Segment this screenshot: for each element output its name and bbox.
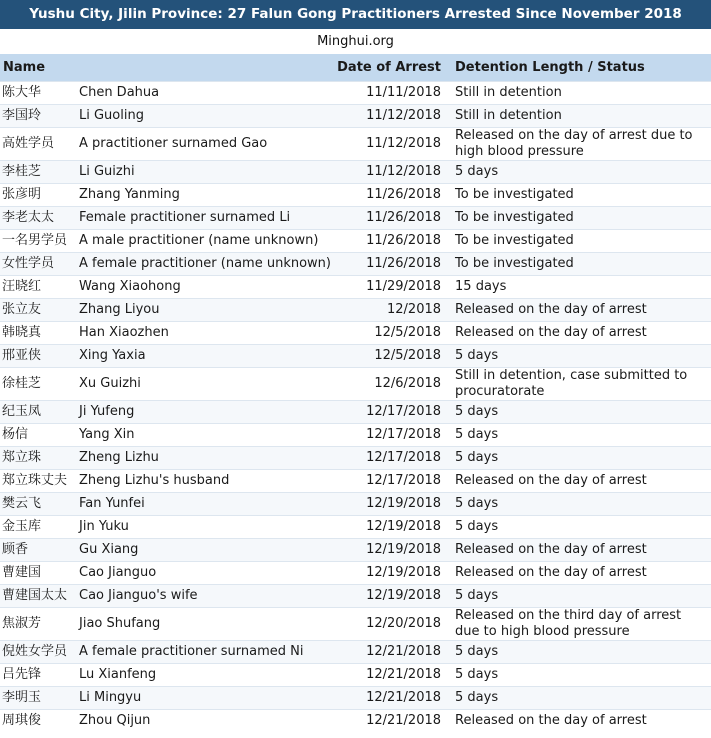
status-cell: Released on the day of arrest: [449, 710, 711, 733]
name-chinese-cell: 汪晓红: [0, 276, 74, 299]
arrest-date-cell: 11/26/2018: [332, 230, 449, 253]
name-english-cell: Cao Jianguo: [74, 562, 332, 585]
arrest-date-cell: 12/17/2018: [332, 424, 449, 447]
name-english-cell: A practitioner surnamed Gao: [74, 128, 332, 161]
status-cell: To be investigated: [449, 230, 711, 253]
name-chinese-cell: 纪玉凤: [0, 401, 74, 424]
arrest-date-cell: 12/19/2018: [332, 493, 449, 516]
table-row: [0, 641, 711, 664]
table-row: [0, 105, 711, 128]
name-english-cell: Cao Jianguo's wife: [74, 585, 332, 608]
name-english-cell: Li Guoling: [74, 105, 332, 128]
table-row: [0, 470, 711, 493]
name-chinese-cell: 杨信: [0, 424, 74, 447]
name-english-cell: Zhou Qijun: [74, 710, 332, 733]
table-row: [0, 664, 711, 687]
name-english-cell: Jin Yuku: [74, 516, 332, 539]
status-cell: 5 days: [449, 664, 711, 687]
name-english-cell: Fan Yunfei: [74, 493, 332, 516]
name-chinese-cell: 郑立珠: [0, 447, 74, 470]
name-chinese-cell: 倪姓女学员: [0, 641, 74, 664]
name-chinese-cell: 李老太太: [0, 207, 74, 230]
status-cell: Still in detention: [449, 82, 711, 105]
source-label: Minghui.org: [317, 34, 394, 49]
name-chinese-cell: 顾香: [0, 539, 74, 562]
name-chinese-cell: 曹建国: [0, 562, 74, 585]
arrest-table: [0, 54, 711, 732]
arrest-date-cell: 12/19/2018: [332, 585, 449, 608]
table-row: [0, 253, 711, 276]
status-cell: Released on the day of arrest: [449, 562, 711, 585]
name-english-cell: Xing Yaxia: [74, 345, 332, 368]
table-row: [0, 424, 711, 447]
name-chinese-cell: 周琪俊: [0, 710, 74, 733]
table-row: [0, 447, 711, 470]
name-chinese-cell: 李明玉: [0, 687, 74, 710]
status-cell: Still in detention: [449, 105, 711, 128]
arrest-date-cell: 11/26/2018: [332, 184, 449, 207]
name-chinese-cell: 女性学员: [0, 253, 74, 276]
table-row: [0, 687, 711, 710]
table-row: [0, 207, 711, 230]
name-chinese-cell: 邢亚侠: [0, 345, 74, 368]
arrest-date-cell: 12/21/2018: [332, 710, 449, 733]
name-chinese-cell: 郑立珠丈夫: [0, 470, 74, 493]
status-cell: Released on the day of arrest: [449, 470, 711, 493]
table-row: [0, 562, 711, 585]
status-cell: 5 days: [449, 401, 711, 424]
name-english-cell: A male practitioner (name unknown): [74, 230, 332, 253]
name-chinese-cell: 樊云飞: [0, 493, 74, 516]
arrest-date-cell: 11/12/2018: [332, 161, 449, 184]
name-chinese-cell: 李桂芝: [0, 161, 74, 184]
header-date: Date of Arrest: [332, 54, 449, 82]
table-row: [0, 161, 711, 184]
table-row: [0, 128, 711, 161]
name-english-cell: Han Xiaozhen: [74, 322, 332, 345]
table-row: [0, 322, 711, 345]
arrest-date-cell: 11/12/2018: [332, 105, 449, 128]
status-cell: 5 days: [449, 687, 711, 710]
name-english-cell: Ji Yufeng: [74, 401, 332, 424]
name-chinese-cell: 焦淑芳: [0, 608, 74, 641]
name-english-cell: Female practitioner surnamed Li: [74, 207, 332, 230]
table-row: [0, 493, 711, 516]
arrest-date-cell: 12/20/2018: [332, 608, 449, 641]
header-status: Detention Length / Status: [449, 54, 711, 82]
status-cell: 15 days: [449, 276, 711, 299]
arrest-date-cell: 12/21/2018: [332, 687, 449, 710]
header-name: Name: [0, 54, 332, 82]
arrest-date-cell: 12/17/2018: [332, 401, 449, 424]
arrest-date-cell: 12/6/2018: [332, 368, 449, 401]
table-body: [0, 82, 711, 733]
table-row: [0, 345, 711, 368]
name-chinese-cell: 韩晓真: [0, 322, 74, 345]
arrest-date-cell: 12/2018: [332, 299, 449, 322]
name-english-cell: Gu Xiang: [74, 539, 332, 562]
name-english-cell: Jiao Shufang: [74, 608, 332, 641]
name-english-cell: Xu Guizhi: [74, 368, 332, 401]
name-chinese-cell: 一名男学员: [0, 230, 74, 253]
name-chinese-cell: 吕先锋: [0, 664, 74, 687]
page-title: Yushu City, Jilin Province: 27 Falun Gong Practitioners Arrested Since November 2018: [0, 0, 711, 29]
name-chinese-cell: 高姓学员: [0, 128, 74, 161]
name-english-cell: Zheng Lizhu's husband: [74, 470, 332, 493]
name-english-cell: Lu Xianfeng: [74, 664, 332, 687]
table-row: [0, 539, 711, 562]
status-cell: 5 days: [449, 161, 711, 184]
arrest-date-cell: 11/26/2018: [332, 253, 449, 276]
status-cell: Released on the day of arrest: [449, 539, 711, 562]
status-cell: 5 days: [449, 424, 711, 447]
name-chinese-cell: 张彦明: [0, 184, 74, 207]
table-row: [0, 82, 711, 105]
status-cell: To be investigated: [449, 184, 711, 207]
name-english-cell: Zhang Liyou: [74, 299, 332, 322]
arrest-date-cell: 11/29/2018: [332, 276, 449, 299]
arrest-date-cell: 11/26/2018: [332, 207, 449, 230]
name-chinese-cell: 李国玲: [0, 105, 74, 128]
status-cell: To be investigated: [449, 253, 711, 276]
table-row: [0, 184, 711, 207]
status-cell: 5 days: [449, 447, 711, 470]
table-row: [0, 608, 711, 641]
status-cell: Released on the day of arrest: [449, 299, 711, 322]
table-row: [0, 368, 711, 401]
status-cell: Still in detention, case submitted to procuratorate: [449, 368, 711, 401]
arrest-date-cell: 12/19/2018: [332, 539, 449, 562]
table-row: [0, 276, 711, 299]
arrest-date-cell: 12/17/2018: [332, 447, 449, 470]
arrest-date-cell: 12/5/2018: [332, 345, 449, 368]
table-row: [0, 401, 711, 424]
arrest-date-cell: 12/19/2018: [332, 562, 449, 585]
table-row: [0, 299, 711, 322]
status-cell: Released on the day of arrest due to high blood pressure: [449, 128, 711, 161]
arrest-date-cell: 11/12/2018: [332, 128, 449, 161]
name-english-cell: A female practitioner surnamed Ni: [74, 641, 332, 664]
name-english-cell: A female practitioner (name unknown): [74, 253, 332, 276]
arrest-date-cell: 11/11/2018: [332, 82, 449, 105]
name-chinese-cell: 徐桂芝: [0, 368, 74, 401]
status-cell: Released on the third day of arrest due to high blood pressure: [449, 608, 711, 641]
name-chinese-cell: 金玉库: [0, 516, 74, 539]
status-cell: Released on the day of arrest: [449, 322, 711, 345]
name-english-cell: Yang Xin: [74, 424, 332, 447]
name-chinese-cell: 曹建国太太: [0, 585, 74, 608]
status-cell: 5 days: [449, 641, 711, 664]
name-english-cell: Li Guizhi: [74, 161, 332, 184]
status-cell: 5 days: [449, 493, 711, 516]
status-cell: 5 days: [449, 585, 711, 608]
name-chinese-cell: 陈大华: [0, 82, 74, 105]
status-cell: 5 days: [449, 516, 711, 539]
table-row: [0, 710, 711, 733]
table-header-row: [0, 54, 711, 82]
name-chinese-cell: 张立友: [0, 299, 74, 322]
arrest-date-cell: 12/17/2018: [332, 470, 449, 493]
table-row: [0, 230, 711, 253]
arrest-date-cell: 12/5/2018: [332, 322, 449, 345]
name-english-cell: Zheng Lizhu: [74, 447, 332, 470]
arrest-date-cell: 12/19/2018: [332, 516, 449, 539]
status-cell: To be investigated: [449, 207, 711, 230]
name-english-cell: Li Mingyu: [74, 687, 332, 710]
table-row: [0, 585, 711, 608]
status-cell: 5 days: [449, 345, 711, 368]
arrest-date-cell: 12/21/2018: [332, 664, 449, 687]
table-row: [0, 516, 711, 539]
name-english-cell: Zhang Yanming: [74, 184, 332, 207]
name-english-cell: Wang Xiaohong: [74, 276, 332, 299]
name-english-cell: Chen Dahua: [74, 82, 332, 105]
arrest-date-cell: 12/21/2018: [332, 641, 449, 664]
